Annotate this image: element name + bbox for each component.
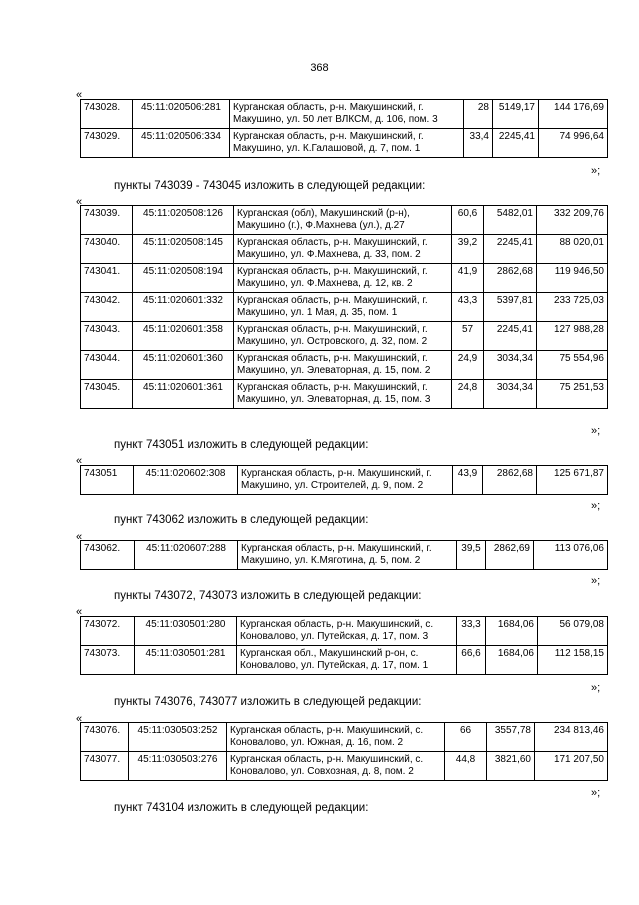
quote-close: »; — [591, 500, 601, 512]
address-line: Курганская обл., Макушинский р-он, с. — [240, 648, 419, 659]
cell-area: 28 — [464, 100, 493, 129]
registry-table — [80, 99, 608, 158]
registry-table — [80, 540, 608, 570]
address-line: Курганская область, р-н. Макушинский, г. — [237, 295, 428, 306]
cell-area: 39,5 — [457, 541, 486, 570]
cell-price: 3557,78 — [487, 723, 535, 752]
address-line: Макушино, ул. К.Галашовой, д. 7, пом. 1 — [233, 143, 421, 154]
cell-address — [234, 264, 452, 293]
cell-address — [234, 380, 452, 409]
cell-number: 743051 — [81, 466, 134, 495]
cell-price: 1684,06 — [486, 617, 538, 646]
cell-price: 2862,69 — [486, 541, 534, 570]
cell-address — [230, 100, 464, 129]
cell-address — [237, 646, 457, 675]
cell-number: 743062. — [81, 541, 135, 570]
table-row — [81, 351, 608, 380]
address-line: Макушино, ул. Элеваторная, д. 15, пом. 3 — [237, 394, 431, 405]
cell-area: 33,3 — [457, 617, 486, 646]
cell-address — [237, 617, 457, 646]
cell-area: 66,6 — [457, 646, 486, 675]
quote-open: « — [76, 455, 83, 467]
address-line: Курганская область, р-н. Макушинский, с. — [240, 619, 434, 630]
table-row — [81, 723, 608, 752]
cell-area: 66 — [445, 723, 487, 752]
cell-total: 125 671,87 — [537, 466, 608, 495]
cell-area: 60,6 — [452, 206, 484, 235]
cell-total: 75 251,53 — [537, 380, 608, 409]
cell-price: 3034,34 — [484, 380, 537, 409]
table-row — [81, 752, 608, 781]
cell-number: 743041. — [81, 264, 133, 293]
cell-address — [238, 466, 453, 495]
cell-number: 743039. — [81, 206, 133, 235]
amendment-intro: пункт 743062 изложить в следующей редакции: — [114, 514, 369, 526]
amendment-intro: пункты 743039 - 743045 изложить в следующей редакции: — [114, 180, 426, 192]
cell-number: 743042. — [81, 293, 133, 322]
cell-cadastral: 45:11:030503:252 — [129, 723, 227, 752]
address-line: Курганская область, р-н. Макушинский, г. — [237, 324, 428, 335]
table-row — [81, 100, 608, 129]
cell-cadastral: 45:11:020607:288 — [135, 541, 238, 570]
cell-cadastral: 45:11:020506:334 — [133, 129, 230, 158]
table-row — [81, 206, 608, 235]
cell-number: 743076. — [81, 723, 129, 752]
cell-number: 743045. — [81, 380, 133, 409]
table-row — [81, 235, 608, 264]
address-line: Курганская (обл), Макушинский (р-н), — [237, 208, 410, 219]
cell-total: 144 176,69 — [539, 100, 608, 129]
cell-cadastral: 45:11:020508:145 — [133, 235, 234, 264]
cell-number: 743040. — [81, 235, 133, 264]
cell-cadastral: 45:11:020506:281 — [133, 100, 230, 129]
page-number: 368 — [310, 62, 329, 74]
cell-price: 2862,68 — [483, 466, 537, 495]
quote-close: »; — [591, 682, 601, 694]
cell-area: 24,9 — [452, 351, 484, 380]
address-line: Макушино, ул. 50 лет ВЛКСМ, д. 106, пом. 3 — [233, 114, 438, 125]
address-line: Курганская область, р-н. Макушинский, г. — [241, 543, 432, 554]
address-line: Макушино, ул. К.Мяготина, д. 5, пом. 2 — [241, 555, 421, 566]
quote-close: »; — [591, 787, 601, 799]
address-line: Курганская область, р-н. Макушинский, г. — [237, 237, 428, 248]
address-line: Коновалово, ул. Путейская, д. 17, пом. 1 — [240, 660, 429, 671]
cell-area: 39,2 — [452, 235, 484, 264]
cell-address — [238, 541, 457, 570]
cell-cadastral: 45:11:020601:360 — [133, 351, 234, 380]
address-line: Курганская область, р-н. Макушинский, г. — [233, 102, 424, 113]
table-row — [81, 322, 608, 351]
address-line: Курганская область, р-н. Макушинский, г. — [233, 131, 424, 142]
quote-close: »; — [591, 425, 601, 437]
address-line: Макушино, ул. Ф.Махнева, д. 12, кв. 2 — [237, 278, 413, 289]
cell-address — [230, 129, 464, 158]
cell-total: 171 207,50 — [535, 752, 608, 781]
registry-table — [80, 722, 608, 781]
amendment-intro: пункт 743104 изложить в следующей редакции: — [114, 802, 369, 814]
table-row — [81, 617, 608, 646]
cell-address — [234, 322, 452, 351]
address-line: Коновалово, ул. Совхозная, д. 8, пом. 2 — [230, 766, 414, 777]
cell-price: 3821,60 — [487, 752, 535, 781]
cell-total: 127 988,28 — [537, 322, 608, 351]
quote-close: »; — [591, 165, 601, 177]
cell-total: 113 076,06 — [534, 541, 608, 570]
cell-cadastral: 45:11:020601:361 — [133, 380, 234, 409]
address-line: Макушино, ул. Ф.Махнева, д. 33, пом. 2 — [237, 249, 421, 260]
cell-price: 2245,41 — [484, 235, 537, 264]
table-row — [81, 129, 608, 158]
address-line: Курганская область, р-н. Макушинский, с. — [230, 725, 424, 736]
cell-total: 112 158,15 — [538, 646, 608, 675]
cell-address — [227, 723, 445, 752]
cell-area: 33,4 — [464, 129, 493, 158]
cell-area: 41,9 — [452, 264, 484, 293]
cell-number: 743077. — [81, 752, 129, 781]
cell-price: 3034,34 — [484, 351, 537, 380]
cell-area: 43,3 — [452, 293, 484, 322]
address-line: Курганская область, р-н. Макушинский, с. — [230, 754, 424, 765]
cell-total: 88 020,01 — [537, 235, 608, 264]
quote-open: « — [76, 713, 83, 725]
cell-address — [234, 351, 452, 380]
cell-price: 1684,06 — [486, 646, 538, 675]
cell-price: 2245,41 — [484, 322, 537, 351]
cell-number: 743072. — [81, 617, 135, 646]
cell-price: 5149,17 — [493, 100, 539, 129]
cell-total: 234 813,46 — [535, 723, 608, 752]
registry-table — [80, 465, 608, 495]
cell-address — [234, 206, 452, 235]
address-line: Макушино, ул. Строителей, д. 9, пом. 2 — [241, 480, 424, 491]
cell-total: 75 554,96 — [537, 351, 608, 380]
address-line: Курганская область, р-н. Макушинский, г. — [237, 382, 428, 393]
cell-price: 5397,81 — [484, 293, 537, 322]
cell-number: 743044. — [81, 351, 133, 380]
address-line: Коновалово, ул. Южная, д. 16, пом. 2 — [230, 737, 404, 748]
cell-cadastral: 45:11:020602:308 — [134, 466, 238, 495]
cell-cadastral: 45:11:030503:276 — [129, 752, 227, 781]
address-line: Макушино (г.), Ф.Махнева (ул.), д.27 — [237, 220, 405, 231]
cell-cadastral: 45:11:020601:332 — [133, 293, 234, 322]
table-row — [81, 541, 608, 570]
cell-total: 332 209,76 — [537, 206, 608, 235]
quote-open: « — [76, 89, 83, 101]
address-line: Курганская область, р-н. Макушинский, г. — [237, 266, 428, 277]
address-line: Коновалово, ул. Путейская, д. 17, пом. 3 — [240, 631, 429, 642]
amendment-intro: пункты 743076, 743077 изложить в следующей редакции: — [114, 696, 422, 708]
table-row — [81, 293, 608, 322]
quote-open: « — [76, 606, 83, 618]
cell-area: 57 — [452, 322, 484, 351]
cell-number: 743043. — [81, 322, 133, 351]
quote-close: »; — [591, 575, 601, 587]
registry-table — [80, 616, 608, 675]
cell-cadastral: 45:11:030501:280 — [135, 617, 237, 646]
cell-total: 233 725,03 — [537, 293, 608, 322]
registry-table — [80, 205, 608, 409]
cell-cadastral: 45:11:020508:194 — [133, 264, 234, 293]
cell-area: 24,8 — [452, 380, 484, 409]
cell-address — [234, 235, 452, 264]
amendment-intro: пункт 743051 изложить в следующей редакции: — [114, 439, 369, 451]
cell-total: 74 996,64 — [539, 129, 608, 158]
address-line: Курганская область, р-н. Макушинский, г. — [241, 468, 432, 479]
cell-area: 44,8 — [445, 752, 487, 781]
cell-number: 743029. — [81, 129, 133, 158]
address-line: Курганская область, р-н. Макушинский, г. — [237, 353, 428, 364]
cell-area: 43,9 — [453, 466, 483, 495]
cell-cadastral: 45:11:030501:281 — [135, 646, 237, 675]
address-line: Макушино, ул. Островского, д. 32, пом. 2 — [237, 336, 428, 347]
cell-cadastral: 45:11:020508:126 — [133, 206, 234, 235]
amendment-intro: пункты 743072, 743073 изложить в следующей редакции: — [114, 590, 422, 602]
cell-price: 2862,68 — [484, 264, 537, 293]
cell-address — [227, 752, 445, 781]
cell-cadastral: 45:11:020601:358 — [133, 322, 234, 351]
table-row — [81, 380, 608, 409]
cell-address — [234, 293, 452, 322]
cell-price: 2245,41 — [493, 129, 539, 158]
address-line: Макушино, ул. Элеваторная, д. 15, пом. 2 — [237, 365, 431, 376]
quote-open: « — [76, 196, 83, 208]
table-row — [81, 646, 608, 675]
cell-price: 5482,01 — [484, 206, 537, 235]
address-line: Макушино, ул. 1 Мая, д. 35, пом. 1 — [237, 307, 398, 318]
quote-open: « — [76, 531, 83, 543]
table-row — [81, 264, 608, 293]
cell-total: 119 946,50 — [537, 264, 608, 293]
cell-number: 743028. — [81, 100, 133, 129]
cell-number: 743073. — [81, 646, 135, 675]
cell-total: 56 079,08 — [538, 617, 608, 646]
table-row — [81, 466, 608, 495]
